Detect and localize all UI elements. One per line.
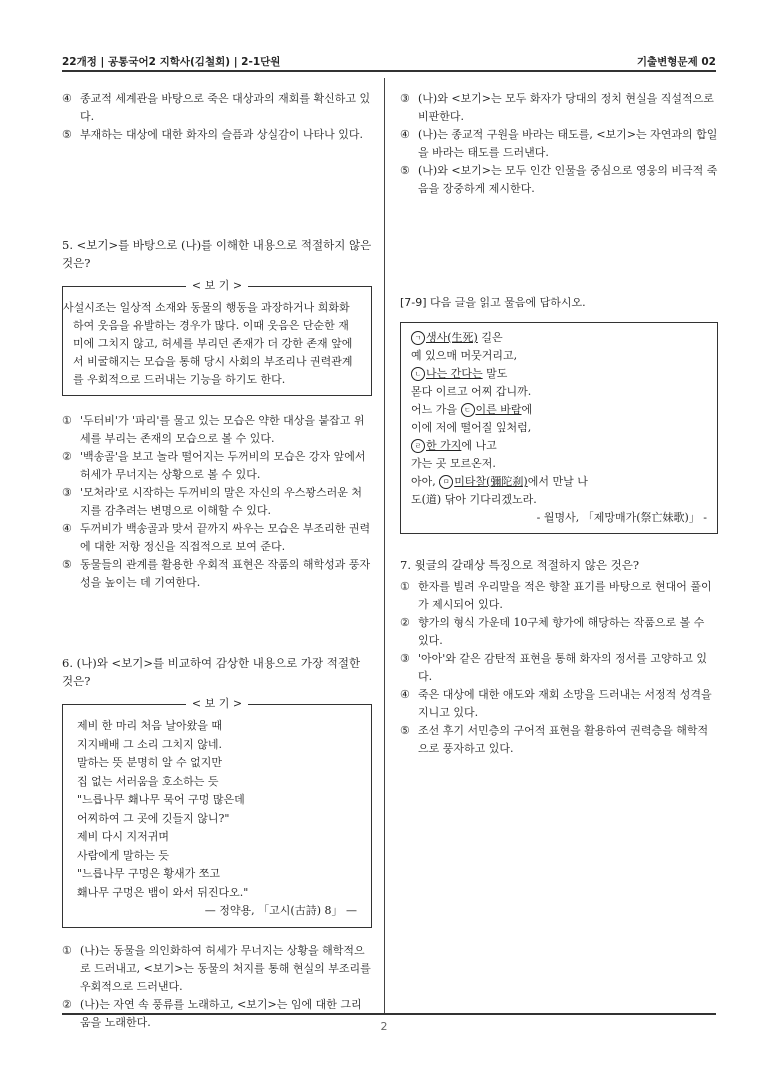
- poem-line: 말하는 뜻 분명히 알 수 없지만: [77, 756, 222, 769]
- page-number: 2: [380, 1020, 388, 1033]
- header-rule: [62, 70, 716, 72]
- column-divider: [384, 78, 385, 1013]
- poem-line-7: ㄹ 한 가지에 나고: [411, 437, 707, 455]
- bogi-poem: [63, 705, 371, 927]
- poem-line-3: ㄴ 나는 간다는 말도: [411, 365, 707, 383]
- option-text: 부재하는 대상에 대한 화자의 슬픔과 상실감이 나타나 있다.: [80, 128, 363, 141]
- page-header: [62, 48, 716, 70]
- question-6-bogi-box: [62, 697, 372, 928]
- poem-line-1: ㄱ 생사(生死) 길은: [411, 329, 707, 347]
- poem-line-5: 어느 가을 ㄷ 이른 바람에: [411, 403, 533, 416]
- option-4: [62, 90, 372, 126]
- poem-line: 제비 한 마리 처음 날아왔을 때: [77, 719, 222, 732]
- poem-line-2: 예 있으매 머뭇거리고,: [411, 349, 518, 362]
- option-text: 종교적 세계관을 바탕으로 죽은 대상과의 재회를 확신하고 있다.: [80, 92, 371, 123]
- question-6-text: 6. (나)와 <보기>를 비교하여 감상한 내용으로 가장 적절한 것은?: [62, 656, 361, 688]
- q5-option-3: ③ '모처라'로 시작하는 두꺼비의 말은 자신의 우스꽝스러운 처지를 감추려는 변명으로 이해할 수 있다.: [62, 486, 363, 517]
- option-5: [62, 126, 372, 144]
- poem-line: 제비 다시 지저귀며: [77, 830, 170, 843]
- q7-option-5: ⑤ 조선 후기 서민층의 구어적 표현을 활용하여 권력층을 해학적으로 풍자하고 있다.: [400, 724, 709, 755]
- poem-line-9: 아아, ㅁ 미타찰(彌陀刹)에서 만날 나: [411, 475, 588, 488]
- footer-rule: [62, 1013, 716, 1015]
- poem-source: — 정약용, 「고시(古詩) 8」 —: [204, 904, 357, 917]
- question-7: [400, 556, 718, 758]
- poem-line: 어찌하여 그 곳에 깃들지 않니?": [77, 811, 230, 825]
- q6-option-1: ① (나)는 동물을 의인화하여 허세가 무너지는 상황을 해학적으로 드러내고, <보기>는 동물의 처지를 통해 현실의 부조리를 우회적으로 드러낸다.: [62, 943, 371, 993]
- poem-line: 지지배배 그 소리 그치지 않네.: [77, 737, 222, 751]
- q5-option-1: ① '두터비'가 '파리'를 물고 있는 모습은 약한 대상을 붙잡고 위세를 부리는 존재의 모습으로 볼 수 있다.: [62, 414, 365, 445]
- poem-box: [400, 322, 718, 534]
- poem-line: 홰나무 구멍은 뱀이 와서 뒤진다오.": [77, 885, 249, 899]
- q7-option-3: ③ '아아'와 같은 감탄적 표현을 통해 화자의 정서를 고양하고 있다.: [400, 652, 708, 683]
- q7-option-4: ④ 죽은 대상에 대한 애도와 재회 소망을 드러내는 서정적 성격을 지니고 있다.: [400, 688, 712, 719]
- q6-option-4: ④ (나)는 종교적 구원을 바라는 태도를, <보기>는 자연과의 합일을 바라는 태도를 드러낸다.: [400, 128, 718, 159]
- question-5-options: [62, 412, 372, 592]
- q5-option-4: ④ 두꺼비가 백송골과 맞서 끝까지 싸우는 모습은 부조리한 권력에 대한 저항 정신을 직접적으로 보여 준다.: [62, 522, 371, 553]
- bogi-text: 사설시조는 일상적 소재와 동물의 행동을 과장하거나 희화화하여 웃음을 유발하는 경우가 많다. 이때 웃음은 단순한 재미에 그치지 않고, 허세를 부리던 존재가 더 강한 존재 앞에서 비굴해지는 모습을 통해 당시 사회의 부조리나 권력관계를 우회적으로 드러내는 기능을 하기도 한다.: [63, 301, 353, 386]
- q5-option-5: ⑤ 동물들의 관계를 활용한 우회적 표현은 작품의 해학성과 풍자성을 높이는 데 기여한다.: [62, 558, 371, 589]
- q7-option-2: ② 향가의 형식 가운데 10구체 향가에 해당하는 작품으로 볼 수 있다.: [400, 616, 705, 647]
- poem-line: "느릅나무 구멍은 황새가 쪼고: [77, 867, 221, 880]
- question-6-options: [62, 942, 372, 1032]
- left-column: [62, 90, 372, 144]
- question-7-text: 7. 윗글의 갈래상 특징으로 적절하지 않은 것은?: [400, 558, 640, 572]
- poem-line-6: 이에 저에 떨어질 잎처럼,: [411, 421, 532, 434]
- poem-line-4: 몯다 이르고 어찌 갑니까.: [411, 385, 532, 398]
- option-number: ⑤: [62, 128, 72, 141]
- q6-option-3: ③ (나)와 <보기>는 모두 화자가 당대의 정치 현실을 직설적으로 비판한다.: [400, 92, 714, 123]
- bogi-title: < 보 기 >: [186, 279, 248, 292]
- poem-line: "느릅나무 홰나무 묵어 구멍 많은데: [77, 793, 245, 806]
- poem-source: - 월명사, 「제망매가(祭亡妹歌)」 -: [536, 511, 707, 524]
- poem-line: 사람에게 말하는 듯: [77, 848, 170, 862]
- question-6: [62, 654, 372, 1032]
- option-number: ④: [62, 92, 72, 105]
- question-7-options: [400, 578, 718, 758]
- poem-line: 집 없는 서러움을 호소하는 듯: [77, 774, 219, 788]
- section-heading: [7-9] 다음 글을 읽고 물음에 답하시오.: [400, 296, 586, 309]
- q7-option-1: ① 한자를 빌려 우리말을 적은 향찰 표기를 바탕으로 현대어 풀이가 제시되어 있다.: [400, 580, 712, 611]
- poem-line-8: 가는 곳 모르온저.: [411, 457, 496, 470]
- question-5-text: 5. <보기>를 바탕으로 (나)를 이해한 내용으로 적절하지 않은 것은?: [62, 238, 372, 270]
- q5-option-2: ② '백송골'을 보고 놀라 떨어지는 두꺼비의 모습은 강자 앞에서 허세가 무너지는 상황으로 볼 수 있다.: [62, 450, 366, 481]
- poem-line-10: 도(道) 닦아 기다리겠노라.: [411, 493, 537, 506]
- question-5: [62, 236, 372, 592]
- passage-7-9: [400, 294, 718, 534]
- right-column-top: [400, 90, 718, 198]
- bogi-title: < 보 기 >: [186, 697, 248, 710]
- q6-option-5: ⑤ (나)와 <보기>는 모두 인간 인물을 중심으로 영웅의 비극적 죽음을 장중하게 제시한다.: [400, 164, 718, 195]
- header-right: 기출변형문제 02: [636, 56, 716, 68]
- question-5-bogi-box: [62, 279, 372, 396]
- q6-option-2: ② (나)는 자연 속 풍류를 노래하고, <보기>는 임에 대한 그리움을 노래한다.: [62, 997, 362, 1029]
- header-left: 22개정 | 공통국어2 지학사(김철회) | 2-1단원: [62, 56, 281, 68]
